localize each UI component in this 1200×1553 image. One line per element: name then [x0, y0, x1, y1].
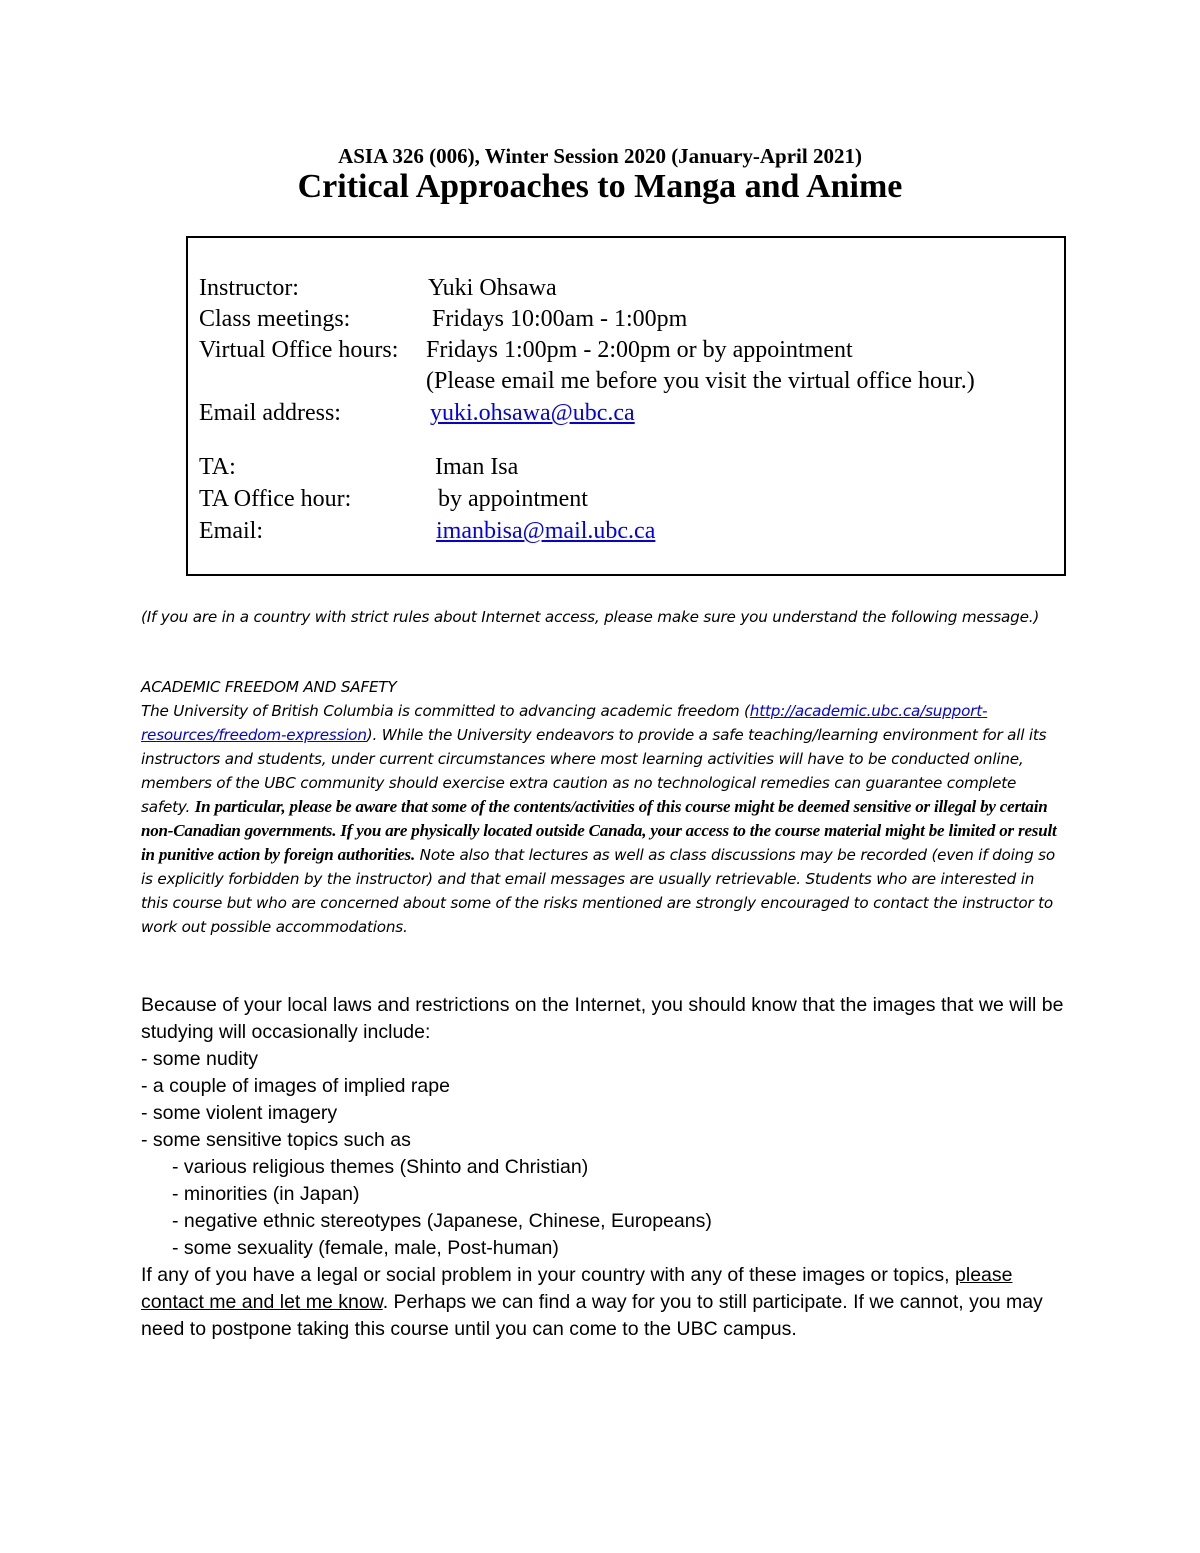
- list-item: - some nudity: [141, 1048, 259, 1070]
- info-row-ta: [188, 451, 1064, 483]
- page-title: Critical Approaches to Manga and Anime: [297, 168, 903, 205]
- instructor-email-link[interactable]: yuki.ohsawa@ubc.ca: [430, 400, 635, 426]
- closing-text-b: . Perhaps we can find a way for you to still participate. If we cannot, you may need to postpone taking this course until you can come to the UBC campus.: [141, 1291, 1043, 1340]
- ta-email-label: Email:: [199, 518, 263, 544]
- office-hours-label: Virtual Office hours:: [199, 337, 399, 363]
- content-intro: Because of your local laws and restrictions on the Internet, you should know that the images that we will be studying will occasionally include:: [141, 994, 1064, 1043]
- instructor-label: Instructor:: [199, 275, 299, 301]
- contact-request: please contact me and let me know: [141, 1264, 1013, 1313]
- info-row-office-hours: [188, 334, 1064, 366]
- course-info-box: [186, 236, 1066, 576]
- content-section: [141, 992, 1071, 1343]
- info-row-meetings: [188, 303, 1064, 335]
- sub-list-item: - some sexuality (female, male, Post-human): [172, 1237, 559, 1259]
- meetings-value: Fridays 10:00am - 1:00pm: [432, 306, 688, 332]
- list-item: - some sensitive topics such as: [141, 1129, 411, 1151]
- ta-office-label: TA Office hour:: [199, 486, 352, 512]
- notice-text-2: ). While the University endeavors to provide a safe teaching/learning environment for all its instructors and students, under current circumstances where most learning activities will have to be conducted online, members of the UBC community should exercise extra caution as no technological remedies can guarantee complete safety.: [141, 726, 1047, 816]
- sub-list-item: - negative ethnic stereotypes (Japanese, Chinese, Europeans): [172, 1210, 712, 1232]
- meetings-label: Class meetings:: [199, 306, 351, 332]
- instructor-value: Yuki Ohsawa: [428, 275, 557, 301]
- notice-body: [141, 699, 1061, 939]
- office-hours-value: Fridays 1:00pm - 2:00pm or by appointment: [426, 337, 853, 363]
- ta-office-value: by appointment: [438, 486, 588, 512]
- info-row-office-note: [188, 365, 1064, 397]
- email-label: Email address:: [199, 400, 341, 426]
- info-row-ta-office: [188, 483, 1064, 515]
- notice-warning-bold: In particular, please be aware that some of the contents/activities of this course might be deemed sensitive or illegal by certain non-Canadian governments. If you are physically located outside Canada, your access to the course material might be limited or result in punitive action by foreign authorities.: [141, 797, 1057, 864]
- list-item: - a couple of images of implied rape: [141, 1075, 450, 1097]
- closing-text-a: If any of you have a legal or social problem in your country with any of these images or topics,: [141, 1264, 956, 1286]
- notice-text-1: The University of British Columbia is committed to advancing academic freedom (: [141, 702, 750, 720]
- info-row-email: [188, 397, 1064, 429]
- academic-freedom-notice: [141, 675, 1061, 939]
- info-row-instructor: [188, 272, 1064, 304]
- list-item: - some violent imagery: [141, 1102, 338, 1124]
- info-row-ta-email: [188, 515, 1064, 547]
- ta-value: Iman Isa: [435, 454, 519, 480]
- ta-email-link[interactable]: imanbisa@mail.ubc.ca: [436, 518, 656, 544]
- sub-list-item: - various religious themes (Shinto and Christian): [172, 1156, 589, 1178]
- course-code-line: ASIA 326 (006), Winter Session 2020 (January-April 2021): [338, 144, 862, 168]
- notice-intro: (If you are in a country with strict rules about Internet access, please make sure you understand the following message.): [141, 608, 1040, 626]
- freedom-expression-link[interactable]: http://academic.ubc.ca/support-resources/freedom-expression: [141, 702, 988, 744]
- notice-text-3: Note also that lectures as well as class discussions may be recorded (even if doing so is explicitly forbidden by the instructor) and that email messages are usually retrievable. Students who are interested in this course but who are concerned about some of the risks mentioned are strongly encouraged to contact the instructor to work out possible accommodations.: [141, 846, 1055, 936]
- office-hours-note: (Please email me before you visit the virtual office hour.): [426, 368, 975, 394]
- sub-list-item: - minorities (in Japan): [172, 1183, 360, 1205]
- notice-heading: ACADEMIC FREEDOM AND SAFETY: [141, 678, 397, 696]
- closing-paragraph: [141, 1262, 1071, 1343]
- ta-label: TA:: [199, 454, 236, 480]
